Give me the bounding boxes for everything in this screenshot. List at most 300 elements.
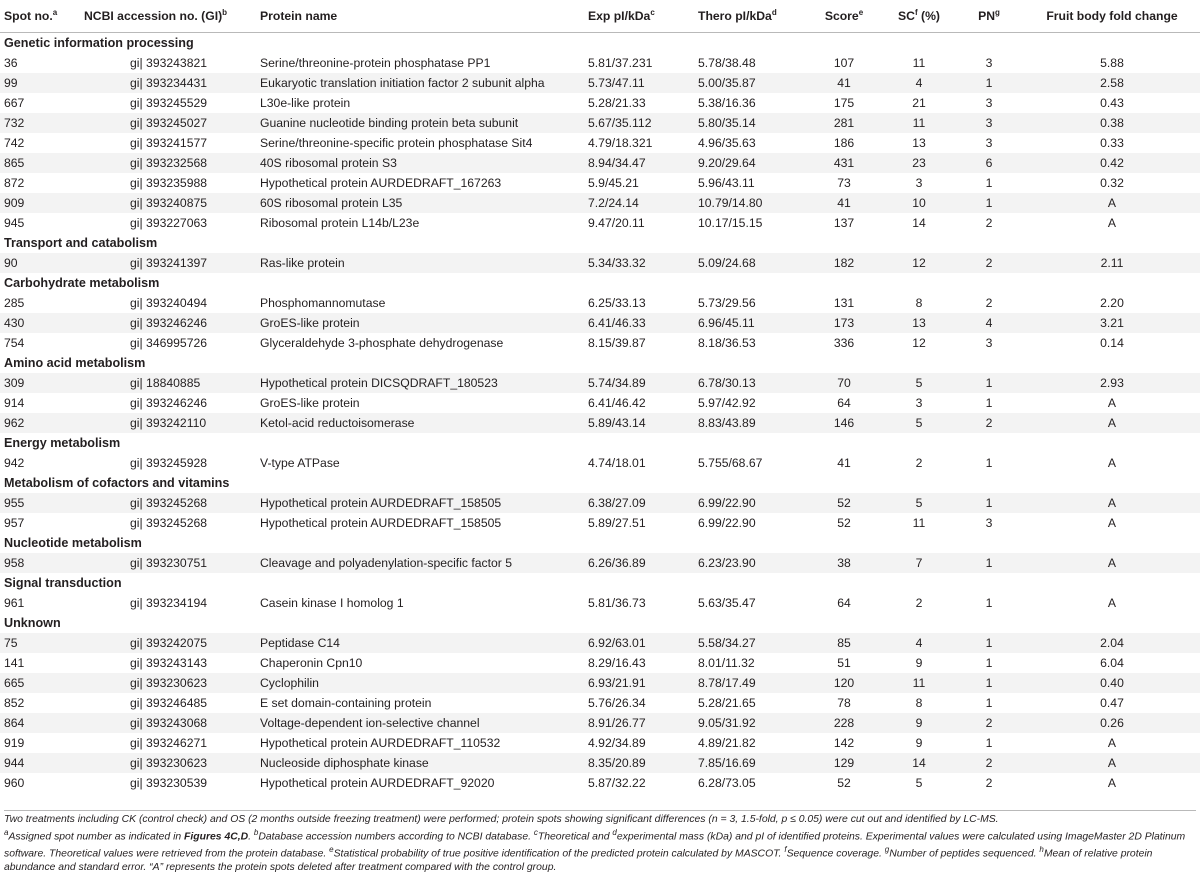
cell-thero-pi-kda: 6.99/22.90 xyxy=(694,493,804,513)
cell-sc: 14 xyxy=(884,753,954,773)
cell-pn: 2 xyxy=(985,296,993,310)
cell-score: 78 xyxy=(837,696,851,710)
cell-sc: 9 xyxy=(915,656,923,670)
cell-accession: gi| 393242110 xyxy=(80,413,256,433)
cell-thero-pi-kda: 6.99/22.90 xyxy=(698,516,756,530)
cell-spot: 962 xyxy=(0,413,80,433)
cell-score: 52 xyxy=(837,776,851,790)
cell-sc: 13 xyxy=(912,136,926,150)
cell-protein-name: Nucleoside diphosphate kinase xyxy=(256,753,584,773)
cell-fold-change: 0.47 xyxy=(1100,696,1124,710)
cell-accession: gi| 393230539 xyxy=(130,776,208,790)
cell-fold-change: A xyxy=(1024,193,1200,213)
cell-sc: 13 xyxy=(884,313,954,333)
cell-spot: 309 xyxy=(0,373,80,393)
cell-spot: 914 xyxy=(4,396,25,410)
cell-pn: 2 xyxy=(954,413,1024,433)
cell-sc: 4 xyxy=(884,633,954,653)
cell-pn: 3 xyxy=(954,113,1024,133)
cell-thero-pi-kda: 4.89/21.82 xyxy=(698,736,756,750)
section-title: Genetic information processing xyxy=(4,36,194,50)
cell-accession: gi| 393246246 xyxy=(80,313,256,333)
table-row xyxy=(0,493,1200,513)
header-exp: Exp pI/kDa$^c$ xyxy=(584,0,694,33)
cell-thero-pi-kda: 5.73/29.56 xyxy=(698,296,756,310)
cell-thero-pi-kda: 5.97/42.92 xyxy=(698,396,756,410)
cell-pn: 1 xyxy=(985,596,993,610)
table-row xyxy=(0,93,1200,113)
cell-pn: 4 xyxy=(954,313,1024,333)
cell-spot: 872 xyxy=(4,176,25,190)
cell-sc: 23 xyxy=(884,153,954,173)
cell-sc: 11 xyxy=(884,113,954,133)
cell-accession: gi| 393235988 xyxy=(130,176,208,190)
cell-exp-pi-kda: 5.76/26.34 xyxy=(588,696,646,710)
cell-score: 281 xyxy=(804,113,884,133)
cell-exp-pi-kda: 8.15/39.87 xyxy=(588,336,646,350)
cell-protein-name: Chaperonin Cpn10 xyxy=(260,656,363,670)
cell-score: 186 xyxy=(833,136,855,150)
cell-accession: gi| 393245268 xyxy=(80,493,256,513)
cell-exp-pi-kda: 6.41/46.33 xyxy=(584,313,694,333)
section-title: Nucleotide metabolism xyxy=(4,536,142,550)
cell-thero-pi-kda: 9.20/29.64 xyxy=(694,153,804,173)
cell-thero-pi-kda: 8.83/43.89 xyxy=(694,413,804,433)
cell-spot: 742 xyxy=(4,136,25,150)
cell-accession: gi| 393241397 xyxy=(80,253,256,273)
cell-exp-pi-kda: 5.81/36.73 xyxy=(588,596,646,610)
table-body xyxy=(0,33,1200,794)
section-title: Transport and catabolism xyxy=(4,236,158,250)
cell-spot: 942 xyxy=(4,456,25,470)
table-row xyxy=(0,113,1200,133)
table-row xyxy=(0,73,1200,93)
cell-fold-change: A xyxy=(1107,736,1117,750)
cell-protein-name: E set domain-containing protein xyxy=(260,696,432,710)
header-score: Score$^e$ xyxy=(804,0,884,33)
cell-protein-name: Guanine nucleotide binding protein beta subunit xyxy=(256,113,584,133)
section-row xyxy=(0,433,1200,453)
cell-exp-pi-kda: 7.2/24.14 xyxy=(584,193,694,213)
cell-thero-pi-kda: 5.78/38.48 xyxy=(698,56,756,70)
section-title: Energy metabolism xyxy=(4,436,121,450)
cell-spot: 945 xyxy=(4,216,25,230)
cell-fold-change: A xyxy=(1024,553,1200,573)
footnote-list: $^a$Assigned spot number as indicated in Figures 4C,D. $^b$Database accession numbers according to NCBI database. $^c$Theoretical and $^d$experimental mass (kDa) and pI of identified proteins. Experimental values were calculated using ImageMaster 2D Platinum software. Theoretical values were retrieved from the protein database. $^e$Statistical probability of true positive identification of the predicted protein calculated by MASCOT. $^f$Sequence coverage. $^g$Number of peptides sequenced. $^h$Mean of relative protein abundance and standard error. “A” represents the protein spots deleted after treatment compared with the control group. xyxy=(4,828,1186,873)
cell-thero-pi-kda: 10.79/14.80 xyxy=(694,193,804,213)
section-title: Carbohydrate metabolism xyxy=(4,276,160,290)
cell-sc: 8 xyxy=(915,296,923,310)
cell-sc: 5 xyxy=(915,776,923,790)
cell-exp-pi-kda: 6.25/33.13 xyxy=(588,296,646,310)
table-row xyxy=(0,333,1200,353)
cell-score: 85 xyxy=(804,633,884,653)
cell-protein-name: Hypothetical protein AURDEDRAFT_110532 xyxy=(260,736,501,750)
cell-spot: 957 xyxy=(4,516,25,530)
table-row xyxy=(0,313,1200,333)
table-row xyxy=(0,413,1200,433)
cell-exp-pi-kda: 8.94/34.47 xyxy=(584,153,694,173)
cell-accession: gi| 393246271 xyxy=(130,736,208,750)
table-row xyxy=(0,753,1200,773)
cell-protein-name: Ras-like protein xyxy=(256,253,584,273)
cell-pn: 2 xyxy=(985,216,993,230)
cell-score: 173 xyxy=(804,313,884,333)
cell-pn: 1 xyxy=(954,493,1024,513)
table-row xyxy=(0,453,1200,473)
cell-protein-name: Eukaryotic translation initiation factor 2 subunit alpha xyxy=(256,73,584,93)
cell-sc: 9 xyxy=(915,736,923,750)
cell-exp-pi-kda: 5.87/32.22 xyxy=(588,776,646,790)
cell-accession: gi| 18840885 xyxy=(80,373,256,393)
section-row xyxy=(0,273,1200,293)
cell-score: 52 xyxy=(804,493,884,513)
cell-accession: gi| 393245027 xyxy=(80,113,256,133)
cell-pn: 2 xyxy=(985,776,993,790)
cell-pn: 3 xyxy=(985,516,993,530)
cell-pn: 1 xyxy=(954,373,1024,393)
cell-pn: 1 xyxy=(954,73,1024,93)
cell-exp-pi-kda: 4.92/34.89 xyxy=(588,736,646,750)
cell-accession: gi| 393230623 xyxy=(80,753,256,773)
cell-accession: gi| 393246246 xyxy=(130,396,208,410)
cell-score: 120 xyxy=(804,673,884,693)
cell-spot: 961 xyxy=(4,596,25,610)
header-accession: NCBI accession no. (GI)$^b$ xyxy=(80,0,256,33)
table-row xyxy=(0,773,1200,793)
cell-sc: 2 xyxy=(915,596,923,610)
cell-exp-pi-kda: 4.79/18.321 xyxy=(588,136,653,150)
cell-exp-pi-kda: 5.67/35.112 xyxy=(584,113,694,133)
cell-score: 137 xyxy=(833,216,855,230)
cell-exp-pi-kda: 5.81/37.231 xyxy=(588,56,653,70)
cell-exp-pi-kda: 5.34/33.32 xyxy=(584,253,694,273)
cell-spot: 909 xyxy=(0,193,80,213)
cell-exp-pi-kda: 6.38/27.09 xyxy=(584,493,694,513)
cell-score: 64 xyxy=(837,396,851,410)
cell-score: 41 xyxy=(804,73,884,93)
cell-spot: 944 xyxy=(0,753,80,773)
table-row xyxy=(0,293,1200,313)
footnote-intro: Two treatments including CK (control check) and OS (2 months outside freezing treatment) were performed; protein spots showing significant differences (n = 3, 1.5-fold, p ≤ 0.05) were cut out and identified by LC-MS. xyxy=(4,814,999,825)
cell-score: 228 xyxy=(804,713,884,733)
table-row xyxy=(0,53,1200,73)
cell-fold-change: 0.42 xyxy=(1024,153,1200,173)
cell-sc: 11 xyxy=(912,56,926,70)
cell-fold-change: 3.21 xyxy=(1024,313,1200,333)
cell-accession: gi| 393243821 xyxy=(130,56,208,70)
cell-sc: 11 xyxy=(912,516,926,530)
cell-sc: 21 xyxy=(912,96,926,110)
cell-pn: 1 xyxy=(985,456,993,470)
table-row xyxy=(0,153,1200,173)
cell-fold-change: A xyxy=(1107,396,1117,410)
cell-spot: 955 xyxy=(0,493,80,513)
cell-thero-pi-kda: 5.09/24.68 xyxy=(694,253,804,273)
table-row xyxy=(0,653,1200,673)
cell-thero-pi-kda: 9.05/31.92 xyxy=(694,713,804,733)
cell-protein-name: L30e-like protein xyxy=(260,96,351,110)
cell-protein-name: Hypothetical protein DICSQDRAFT_180523 xyxy=(256,373,584,393)
cell-accession: gi| 393234431 xyxy=(80,73,256,93)
cell-pn: 1 xyxy=(985,696,993,710)
cell-fold-change: 0.38 xyxy=(1024,113,1200,133)
cell-score: 182 xyxy=(804,253,884,273)
cell-thero-pi-kda: 5.00/35.87 xyxy=(694,73,804,93)
cell-accession: gi| 393245529 xyxy=(130,96,208,110)
cell-protein-name: Hypothetical protein AURDEDRAFT_158505 xyxy=(260,516,502,530)
header-thero: Thero pI/kDa$^d$ xyxy=(694,0,804,33)
cell-fold-change: A xyxy=(1107,776,1117,790)
cell-exp-pi-kda: 6.26/36.89 xyxy=(584,553,694,573)
cell-pn: 1 xyxy=(954,633,1024,653)
cell-score: 51 xyxy=(837,656,851,670)
cell-pn: 2 xyxy=(954,753,1024,773)
cell-exp-pi-kda: 5.73/47.11 xyxy=(584,73,694,93)
cell-fold-change: 0.14 xyxy=(1100,336,1124,350)
cell-thero-pi-kda: 5.63/35.47 xyxy=(698,596,756,610)
cell-spot: 667 xyxy=(4,96,25,110)
cell-score: 64 xyxy=(837,596,851,610)
table-row xyxy=(0,513,1200,533)
cell-accession: gi| 393245928 xyxy=(130,456,208,470)
cell-thero-pi-kda: 5.80/35.14 xyxy=(694,113,804,133)
cell-protein-name: 60S ribosomal protein L35 xyxy=(256,193,584,213)
table-row xyxy=(0,693,1200,713)
cell-fold-change: 0.26 xyxy=(1024,713,1200,733)
cell-fold-change: 6.04 xyxy=(1100,656,1124,670)
cell-score: 336 xyxy=(833,336,855,350)
cell-thero-pi-kda: 5.58/34.27 xyxy=(694,633,804,653)
section-title: Unknown xyxy=(4,616,61,630)
cell-fold-change: 5.88 xyxy=(1100,56,1124,70)
cell-spot: 665 xyxy=(0,673,80,693)
cell-score: 73 xyxy=(837,176,851,190)
section-row xyxy=(0,353,1200,373)
cell-pn: 1 xyxy=(985,176,993,190)
cell-accession: gi| 393241577 xyxy=(130,136,208,150)
cell-protein-name: Glyceraldehyde 3-phosphate dehydrogenase xyxy=(260,336,504,350)
table-header xyxy=(0,0,1200,33)
cell-score: 38 xyxy=(804,553,884,573)
cell-sc: 12 xyxy=(884,253,954,273)
cell-pn: 2 xyxy=(954,713,1024,733)
cell-spot: 75 xyxy=(0,633,80,653)
cell-accession: gi| 393230623 xyxy=(80,673,256,693)
cell-pn: 6 xyxy=(954,153,1024,173)
cell-score: 431 xyxy=(804,153,884,173)
header-fold-change: Fruit body fold change xyxy=(1024,0,1200,33)
cell-exp-pi-kda: 5.28/21.33 xyxy=(588,96,646,110)
section-row xyxy=(0,573,1200,593)
cell-sc: 3 xyxy=(915,396,923,410)
cell-pn: 3 xyxy=(985,96,993,110)
cell-protein-name: Cyclophilin xyxy=(256,673,584,693)
cell-spot: 732 xyxy=(0,113,80,133)
cell-accession: gi| 393243068 xyxy=(80,713,256,733)
table-row xyxy=(0,253,1200,273)
cell-fold-change: A xyxy=(1107,516,1117,530)
cell-fold-change: 0.40 xyxy=(1024,673,1200,693)
cell-score: 146 xyxy=(804,413,884,433)
cell-spot: 960 xyxy=(4,776,25,790)
cell-score: 107 xyxy=(833,56,855,70)
cell-thero-pi-kda: 8.01/11.32 xyxy=(698,656,755,670)
header-spot: Spot no.$^a$ xyxy=(0,0,80,33)
cell-thero-pi-kda: 10.17/15.15 xyxy=(698,216,763,230)
cell-thero-pi-kda: 5.38/16.36 xyxy=(698,96,756,110)
cell-fold-change: A xyxy=(1107,216,1117,230)
cell-protein-name: Ketol-acid reductoisomerase xyxy=(256,413,584,433)
cell-score: 70 xyxy=(804,373,884,393)
cell-accession: gi| 393242075 xyxy=(80,633,256,653)
cell-fold-change: 0.33 xyxy=(1100,136,1124,150)
cell-exp-pi-kda: 9.47/20.11 xyxy=(588,216,645,230)
section-title: Signal transduction xyxy=(4,576,122,590)
cell-spot: 430 xyxy=(0,313,80,333)
cell-accession: gi| 393245268 xyxy=(130,516,208,530)
cell-protein-name: 40S ribosomal protein S3 xyxy=(256,153,584,173)
cell-exp-pi-kda: 8.91/26.77 xyxy=(584,713,694,733)
cell-accession: gi| 393232568 xyxy=(80,153,256,173)
cell-fold-change: 0.32 xyxy=(1100,176,1124,190)
cell-thero-pi-kda: 7.85/16.69 xyxy=(694,753,804,773)
table-row xyxy=(0,173,1200,193)
cell-protein-name: GroES-like protein xyxy=(260,396,360,410)
cell-thero-pi-kda: 6.78/30.13 xyxy=(694,373,804,393)
cell-score: 129 xyxy=(804,753,884,773)
cell-protein-name: V-type ATPase xyxy=(260,456,340,470)
cell-score: 175 xyxy=(833,96,855,110)
cell-fold-change: 2.58 xyxy=(1024,73,1200,93)
cell-exp-pi-kda: 5.74/34.89 xyxy=(584,373,694,393)
table-row xyxy=(0,673,1200,693)
cell-score: 41 xyxy=(804,193,884,213)
cell-sc: 3 xyxy=(915,176,923,190)
cell-pn: 3 xyxy=(985,56,993,70)
cell-protein-name: Phosphomannomutase xyxy=(260,296,386,310)
cell-spot: 919 xyxy=(4,736,25,750)
cell-fold-change: 2.04 xyxy=(1024,633,1200,653)
cell-accession: gi| 393234194 xyxy=(130,596,208,610)
cell-protein-name: Voltage-dependent ion-selective channel xyxy=(256,713,584,733)
cell-fold-change: 2.93 xyxy=(1024,373,1200,393)
header-sc: $SC^f$ (%) xyxy=(884,0,954,33)
cell-score: 41 xyxy=(837,456,851,470)
cell-thero-pi-kda: 5.28/21.65 xyxy=(698,696,756,710)
cell-spot: 99 xyxy=(0,73,80,93)
cell-spot: 852 xyxy=(4,696,25,710)
cell-protein-name: Cleavage and polyadenylation-specific factor 5 xyxy=(256,553,584,573)
cell-spot: 36 xyxy=(4,56,18,70)
cell-pn: 1 xyxy=(954,553,1024,573)
table-row xyxy=(0,373,1200,393)
cell-sc: 2 xyxy=(915,456,923,470)
cell-spot: 754 xyxy=(4,336,25,350)
cell-pn: 3 xyxy=(985,136,993,150)
cell-fold-change: A xyxy=(1024,753,1200,773)
cell-protein-name: Peptidase C14 xyxy=(256,633,584,653)
section-row xyxy=(0,613,1200,633)
cell-exp-pi-kda: 6.92/63.01 xyxy=(584,633,694,653)
cell-fold-change: 0.43 xyxy=(1100,96,1124,110)
cell-sc: 9 xyxy=(884,713,954,733)
cell-pn: 2 xyxy=(954,253,1024,273)
cell-fold-change: A xyxy=(1024,493,1200,513)
table-row xyxy=(0,133,1200,153)
cell-protein-name: Hypothetical protein AURDEDRAFT_158505 xyxy=(256,493,584,513)
cell-sc: 12 xyxy=(912,336,926,350)
cell-spot: 958 xyxy=(0,553,80,573)
cell-accession: gi| 393227063 xyxy=(130,216,208,230)
cell-protein-name: Ribosomal protein L14b/L23e xyxy=(260,216,420,230)
section-title: Metabolism of cofactors and vitamins xyxy=(4,476,230,490)
cell-spot: 865 xyxy=(0,153,80,173)
cell-protein-name: Serine/threonine-protein phosphatase PP1 xyxy=(260,56,491,70)
cell-sc: 7 xyxy=(884,553,954,573)
cell-exp-pi-kda: 6.41/46.42 xyxy=(588,396,646,410)
cell-fold-change: 2.11 xyxy=(1024,253,1200,273)
cell-sc: 14 xyxy=(912,216,926,230)
cell-sc: 5 xyxy=(884,373,954,393)
table-row xyxy=(0,593,1200,613)
table-row xyxy=(0,733,1200,753)
cell-score: 131 xyxy=(833,296,855,310)
cell-sc: 10 xyxy=(884,193,954,213)
cell-protein-name: GroES-like protein xyxy=(256,313,584,333)
cell-sc: 11 xyxy=(884,673,954,693)
cell-exp-pi-kda: 8.29/16.43 xyxy=(588,656,646,670)
table-row xyxy=(0,393,1200,413)
cell-score: 52 xyxy=(837,516,851,530)
table-row xyxy=(0,713,1200,733)
cell-thero-pi-kda: 5.755/68.67 xyxy=(698,456,763,470)
cell-spot: 285 xyxy=(4,296,25,310)
cell-sc: 4 xyxy=(884,73,954,93)
cell-exp-pi-kda: 8.35/20.89 xyxy=(584,753,694,773)
cell-spot: 90 xyxy=(0,253,80,273)
cell-fold-change: A xyxy=(1024,413,1200,433)
cell-thero-pi-kda: 8.78/17.49 xyxy=(694,673,804,693)
section-row xyxy=(0,33,1200,54)
cell-pn: 3 xyxy=(985,336,993,350)
section-row xyxy=(0,533,1200,553)
header-pn: $PN^g$ xyxy=(954,0,1024,33)
cell-protein-name: Serine/threonine-specific protein phosphatase Sit4 xyxy=(260,136,533,150)
cell-protein-name: Hypothetical protein AURDEDRAFT_92020 xyxy=(260,776,495,790)
cell-fold-change: A xyxy=(1107,456,1117,470)
section-row xyxy=(0,233,1200,253)
cell-exp-pi-kda: 4.74/18.01 xyxy=(588,456,646,470)
cell-spot: 141 xyxy=(4,656,25,670)
cell-accession: gi| 393230751 xyxy=(80,553,256,573)
cell-thero-pi-kda: 5.96/43.11 xyxy=(698,176,755,190)
cell-exp-pi-kda: 5.89/43.14 xyxy=(584,413,694,433)
section-row xyxy=(0,473,1200,493)
cell-sc: 5 xyxy=(884,493,954,513)
cell-pn: 1 xyxy=(985,656,993,670)
cell-pn: 1 xyxy=(954,193,1024,213)
cell-spot: 864 xyxy=(0,713,80,733)
table-row xyxy=(0,633,1200,653)
cell-fold-change: A xyxy=(1107,596,1117,610)
cell-exp-pi-kda: 6.93/21.91 xyxy=(584,673,694,693)
cell-exp-pi-kda: 5.9/45.21 xyxy=(588,176,639,190)
cell-accession: gi| 393240875 xyxy=(80,193,256,213)
cell-exp-pi-kda: 5.89/27.51 xyxy=(588,516,646,530)
cell-accession: gi| 346995726 xyxy=(130,336,208,350)
cell-pn: 1 xyxy=(954,673,1024,693)
